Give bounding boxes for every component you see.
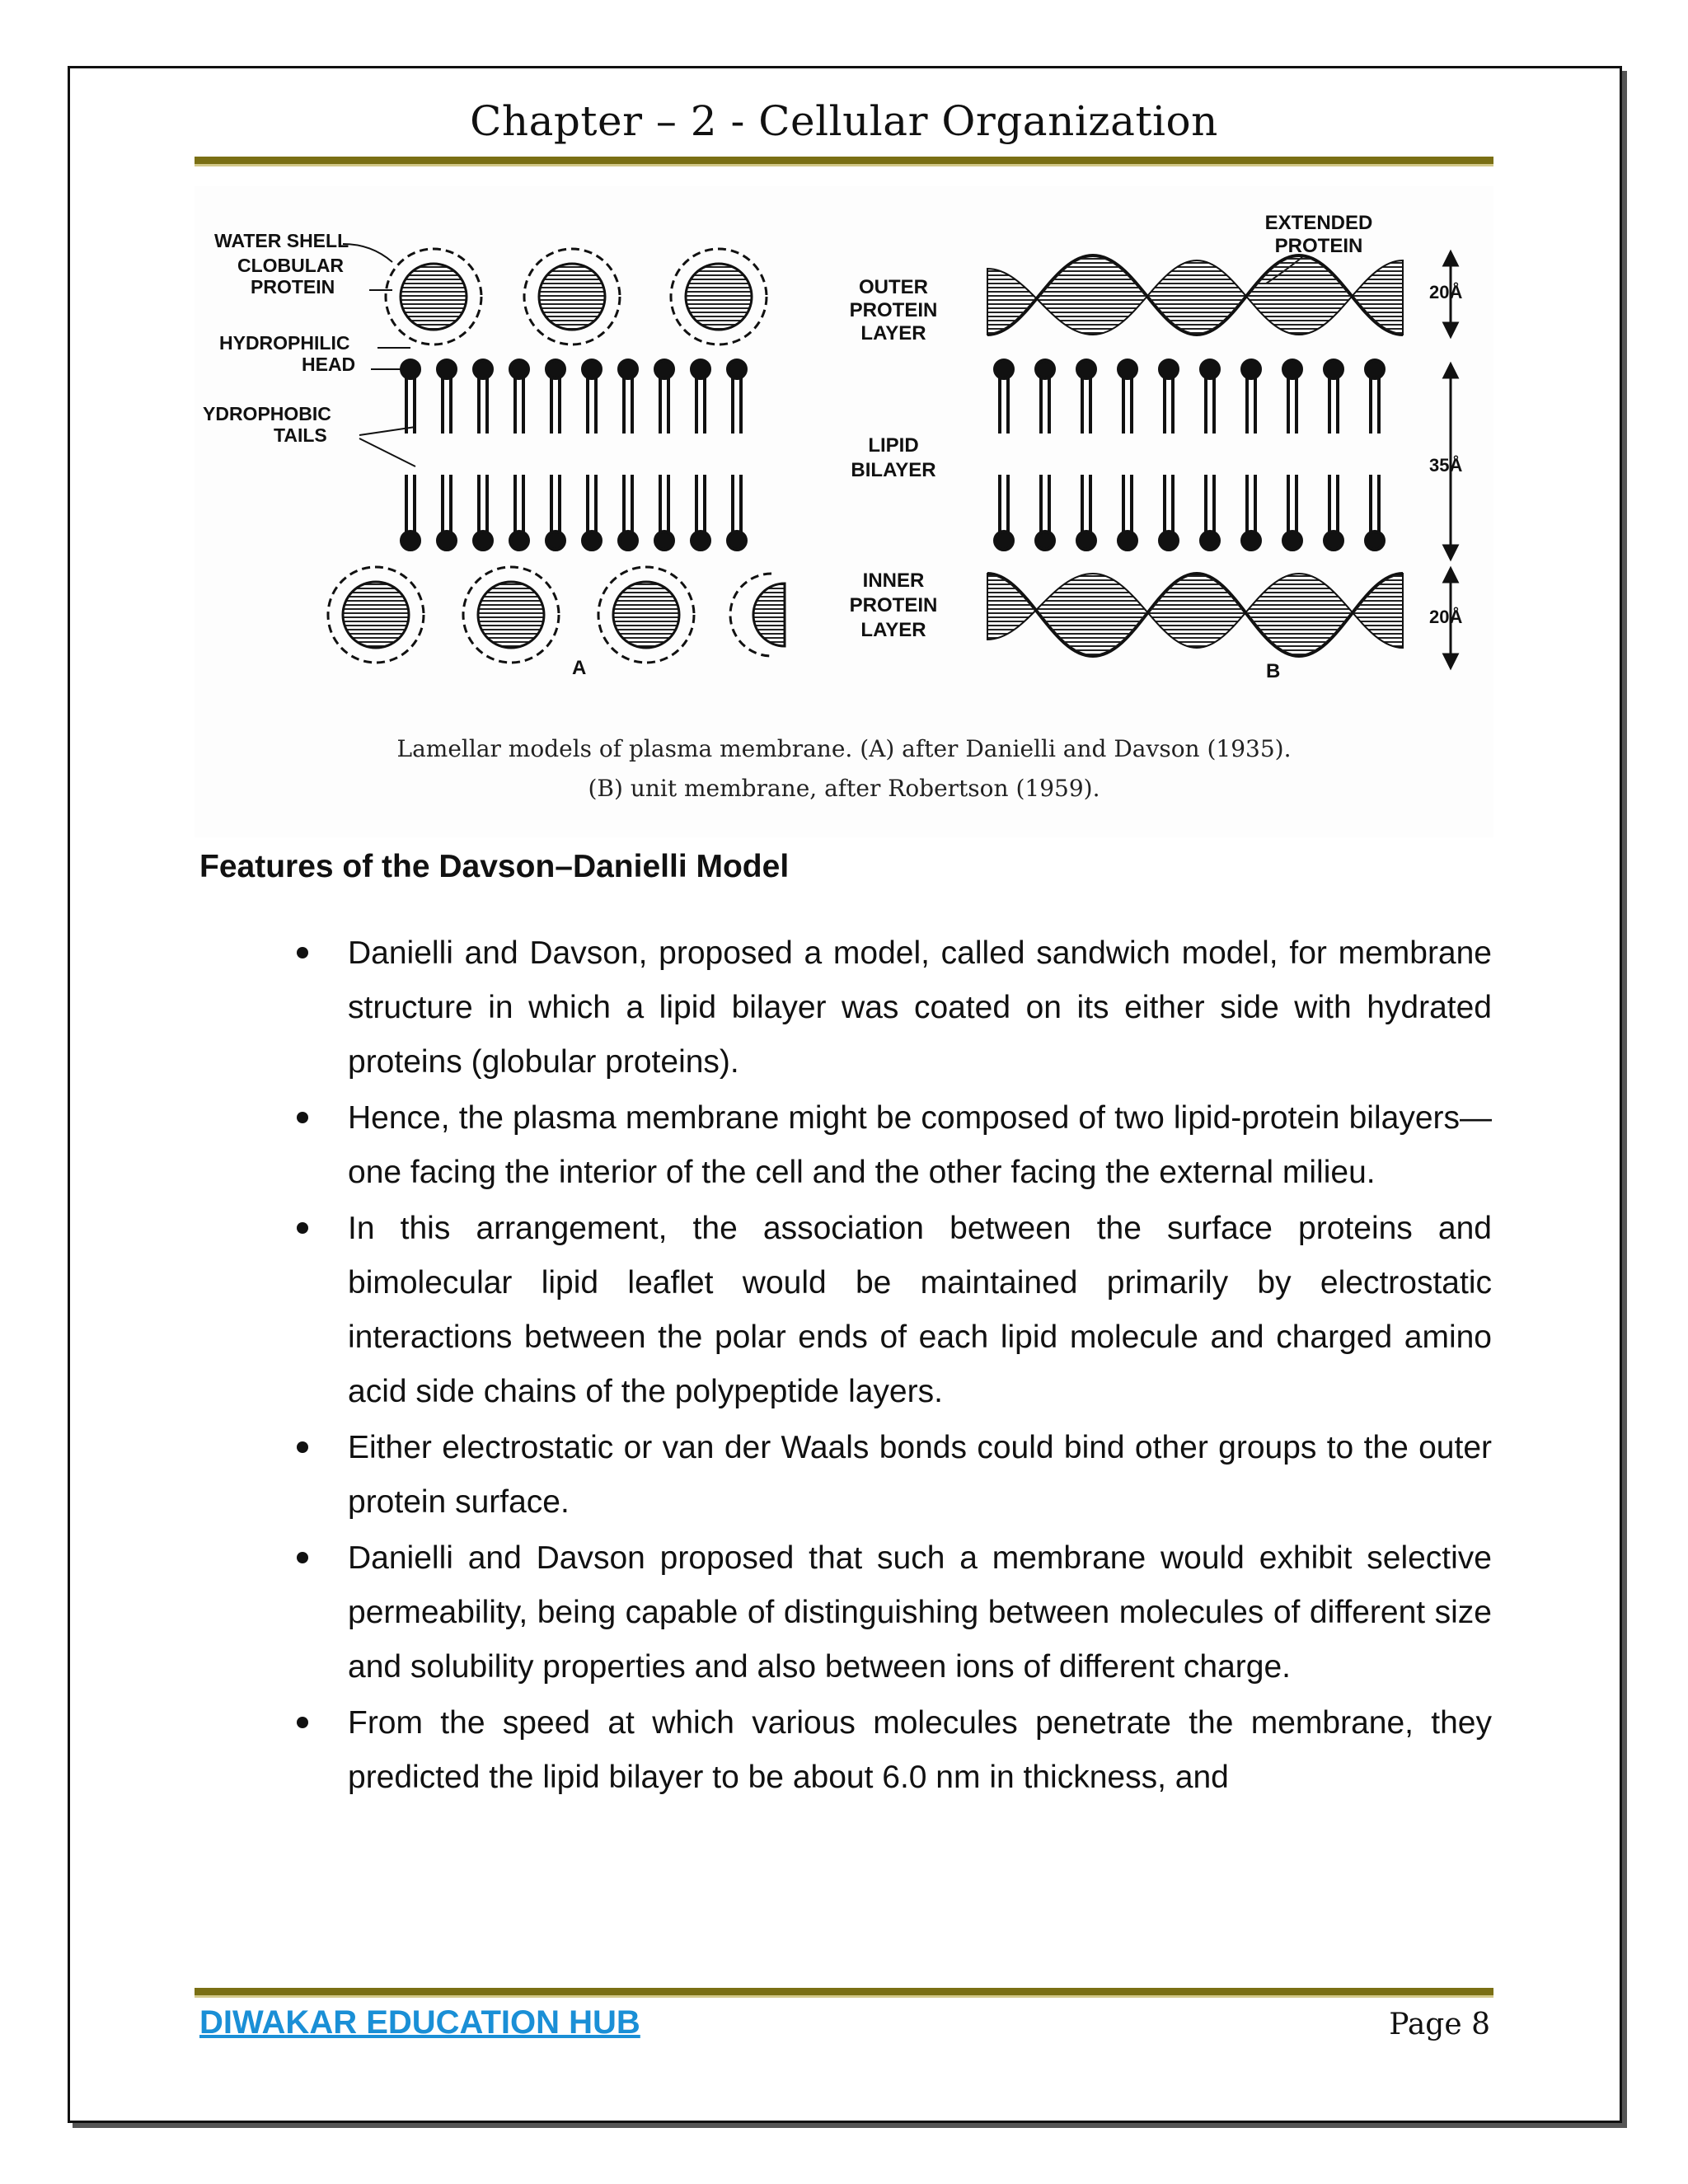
label-hydrophilic: HYDROPHILIC: [219, 332, 350, 354]
panel-b-label: B: [1266, 660, 1281, 682]
dimension-labels: [1429, 281, 1462, 627]
header-rule: [195, 157, 1493, 166]
label-inner-layer: LAYER: [860, 619, 926, 641]
label-bilayer: BILAYER: [851, 459, 936, 481]
dim-outer: 20Å: [1429, 282, 1463, 302]
panel-b-upper-leaflet: [995, 360, 1384, 434]
panel-b-lipid-bilayer: [995, 360, 1384, 550]
footer-brand-link[interactable]: DIWAKAR EDUCATION HUB: [199, 2004, 640, 2041]
page-number: Page 8: [1389, 2008, 1490, 2041]
feature-item: [198, 1091, 1492, 1200]
figure-caption-line2: (B) unit membrane, after Robertson (1959).: [588, 775, 1100, 802]
bullet-icon: [297, 1552, 308, 1563]
label-ydrophobic: YDROPHOBIC: [203, 403, 331, 424]
dim-inner: 20Å: [1429, 607, 1463, 627]
panel-a-lower-leaflet: [401, 475, 746, 550]
feature-item: [198, 926, 1492, 1090]
label-outer: OUTER: [859, 276, 928, 298]
bullet-icon: [297, 947, 308, 958]
label-clobular: CLOBULAR: [237, 255, 345, 276]
bullet-icon: [297, 1222, 308, 1234]
panel-a-top-proteins: [386, 249, 767, 344]
panel-a-bottom-proteins: [328, 567, 785, 663]
label-inner-protein: PROTEIN: [849, 594, 938, 616]
membrane-diagram: [195, 186, 1493, 730]
feature-text: Either electrostatic or van der Waals bonds could bind other groups to the outer protein surface.: [348, 1430, 1492, 1520]
feature-text: In this arrangement, the association between the surface proteins and bimolecular lipid leaflet would be maintained primarily by electrostatic interactions between the polar ends of each lipid molecule and charged amino acid side chains of the polypeptide layers.: [348, 1211, 1492, 1409]
label-protein: PROTEIN: [251, 276, 335, 298]
label-extended: EXTENDED: [1264, 212, 1373, 234]
middle-labels: [850, 276, 938, 641]
feature-item: [198, 1696, 1492, 1805]
panel-b-lower-leaflet: [995, 475, 1384, 550]
feature-text: Hence, the plasma membrane might be composed of two lipid-protein bilayers—one facing the interior of the cell and the other facing the external milieu.: [348, 1100, 1492, 1190]
dim-bilayer: 35Å: [1429, 455, 1463, 476]
label-tails: TAILS: [274, 424, 327, 446]
label-head: HEAD: [302, 354, 356, 375]
page-header-title: Chapter – 2 - Cellular Organization: [470, 97, 1218, 145]
panel-b-inner-protein: [987, 574, 1403, 656]
panel-a-upper-leaflet: [401, 360, 746, 434]
label-outer-protein: PROTEIN: [849, 299, 938, 321]
panel-a-label: A: [572, 657, 587, 679]
label-outer-layer: LAYER: [860, 322, 926, 344]
feature-text: From the speed at which various molecules penetrate the membrane, they predicted the lipid bilayer to be about 6.0 nm in thickness, and: [348, 1705, 1492, 1795]
bullet-icon: [297, 1112, 308, 1123]
panel-b-outer-protein: [987, 255, 1403, 335]
feature-item: [198, 1202, 1492, 1419]
feature-item: [198, 1531, 1492, 1694]
right-labels: [1265, 212, 1373, 257]
feature-text: Danielli and Davson proposed that such a membrane would exhibit selective permeability, being capable of distinguishing between molecules of different size and solubility properties and also between ions of different charge.: [348, 1540, 1492, 1685]
figure-caption-line1: Lamellar models of plasma membrane. (A) after Danielli and Davson (1935).: [396, 735, 1292, 762]
feature-list: [198, 926, 1492, 1807]
label-extended-protein: PROTEIN: [1274, 235, 1363, 257]
feature-item: [198, 1421, 1492, 1530]
label-lipid: LIPID: [868, 434, 919, 457]
section-heading: Features of the Davson–Danielli Model: [199, 849, 790, 884]
left-labels: [203, 230, 355, 446]
page-shadow-bottom: [73, 2123, 1627, 2128]
page-shadow-right: [1622, 71, 1627, 2128]
label-water-shell: WATER SHELL: [214, 230, 349, 251]
panel-a-lipid-bilayer: [401, 360, 746, 550]
label-inner: INNER: [862, 569, 925, 592]
bullet-icon: [297, 1441, 308, 1453]
footer-rule: [195, 1988, 1493, 1998]
bullet-icon: [297, 1717, 308, 1728]
feature-text: Danielli and Davson, proposed a model, called sandwich model, for membrane structure in which a lipid bilayer was coated on its either side with hydrated proteins (globular proteins).: [348, 935, 1492, 1080]
